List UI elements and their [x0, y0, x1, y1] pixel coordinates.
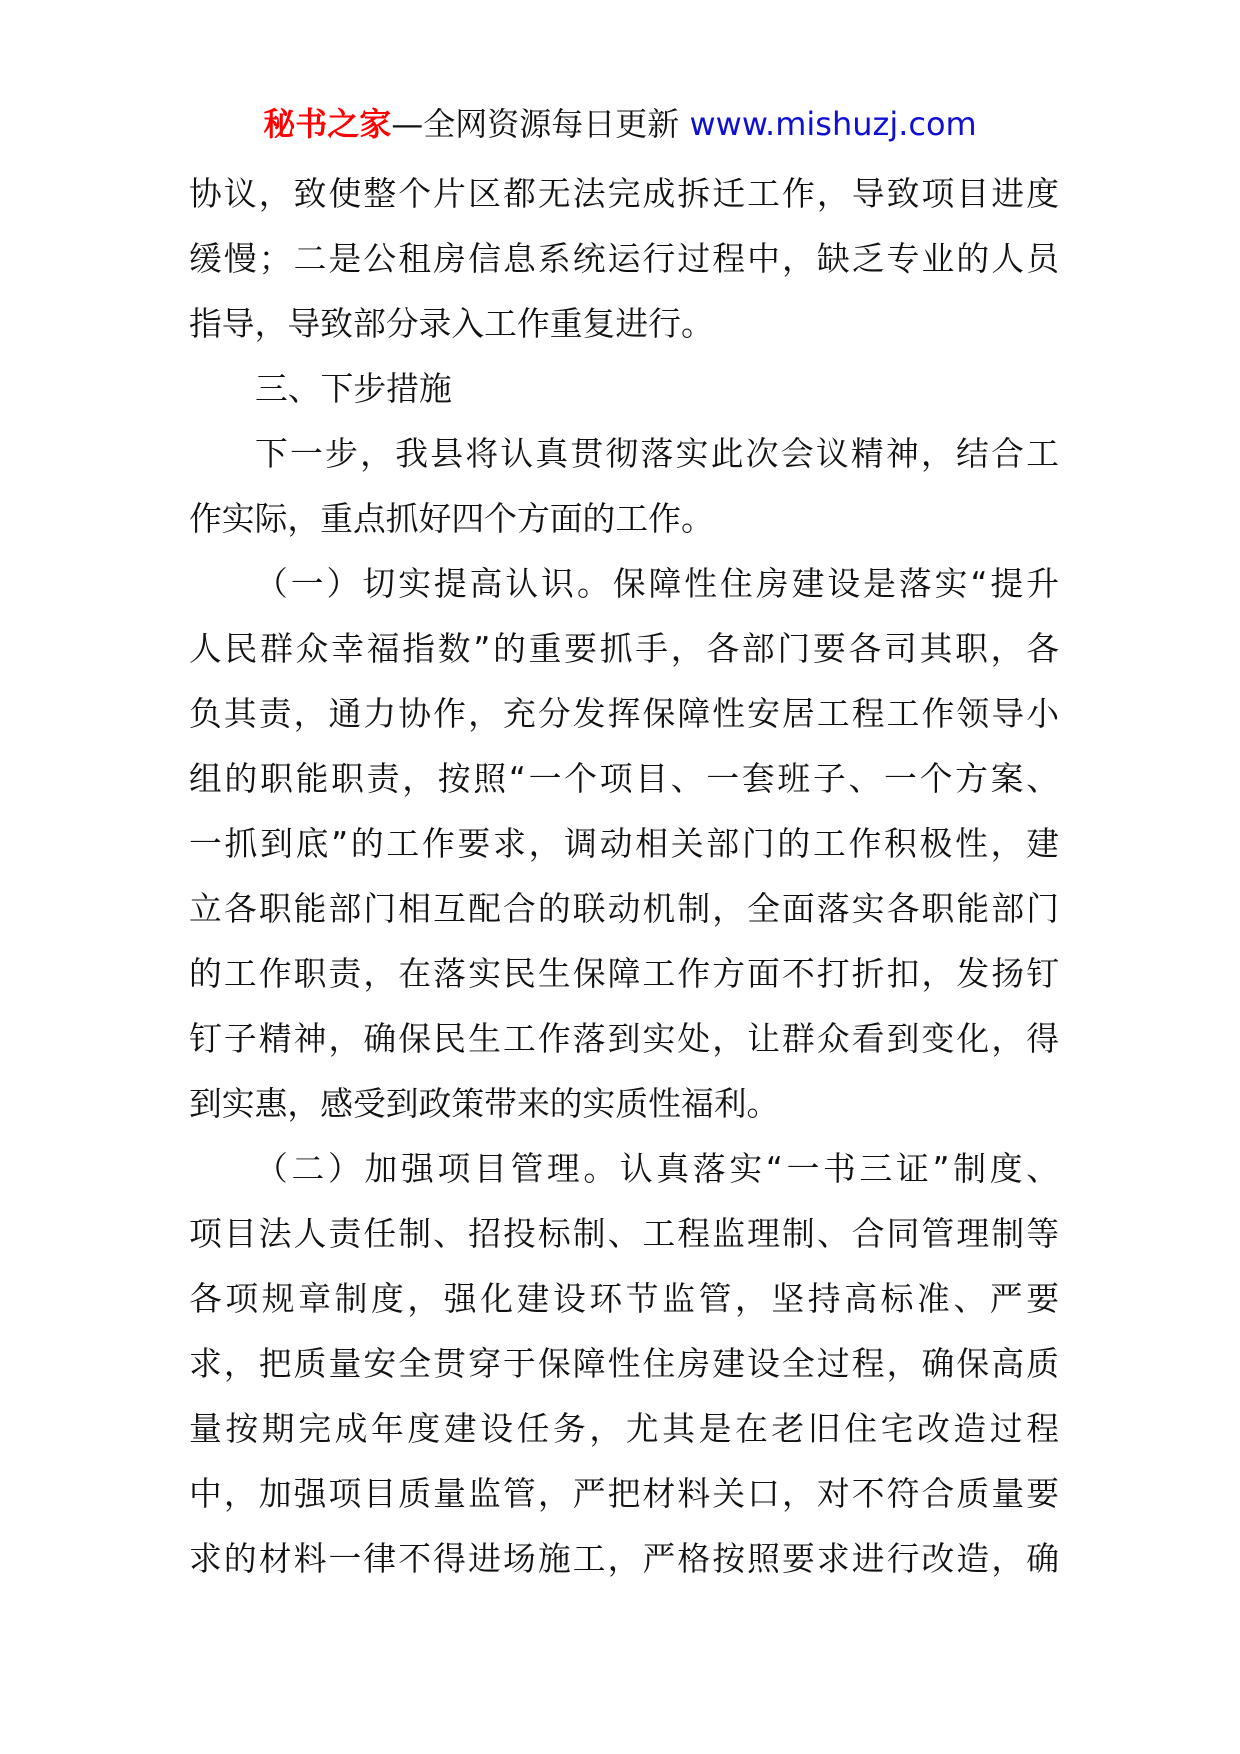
text-line: 下一步，我县将认真贯彻落实此次会议精神，结合工 — [255, 435, 1059, 473]
text-line: 组的职能职责，按照“一个项目、一套班子、一个方案、 — [189, 760, 1059, 798]
text-line: 中，加强项目质量监管，严把材料关口，对不符合质量要 — [189, 1475, 1059, 1513]
text-line: 量按期完成年度建设任务，尤其是在老旧住宅改造过程 — [189, 1410, 1059, 1448]
text-line: 求，把质量安全贯穿于保障性住房建设全过程，确保高质 — [189, 1345, 1059, 1383]
section-heading: 三、下步措施 — [255, 370, 452, 408]
text-line: （二）加强项目管理。认真落实“一书三证”制度、 — [255, 1150, 1059, 1188]
document-body — [189, 162, 1059, 1592]
site-url[interactable]: www.mishuzj.com — [689, 105, 977, 143]
text-line: 人民群众幸福指数”的重要抓手，各部门要各司其职，各 — [189, 630, 1059, 668]
text-line: 立各职能部门相互配合的联动机制，全面落实各职能部门 — [189, 890, 1059, 928]
text-line: 负其责，通力协作，充分发挥保障性安居工程工作领导小 — [189, 695, 1059, 733]
text-line: 一抓到底”的工作要求，调动相关部门的工作积极性，建 — [189, 825, 1059, 863]
site-header — [0, 100, 1240, 148]
text-line: 到实惠，感受到政策带来的实质性福利。 — [189, 1085, 780, 1123]
text-line: 各项规章制度，强化建设环节监管，坚持高标准、严要 — [189, 1280, 1059, 1318]
text-line: 项目法人责任制、招投标制、工程监理制、合同管理制等 — [189, 1215, 1059, 1253]
text-line: 求的材料一律不得进场施工，严格按照要求进行改造，确 — [189, 1540, 1059, 1578]
text-line: 指导，导致部分录入工作重复进行。 — [189, 305, 714, 343]
text-line: （一）切实提高认识。保障性住房建设是落实“提升 — [255, 565, 1059, 603]
text-line: 缓慢；二是公租房信息系统运行过程中，缺乏专业的人员 — [189, 240, 1059, 278]
text-line: 钉子精神，确保民生工作落到实处，让群众看到变化，得 — [189, 1020, 1059, 1058]
brand-name: 秘书之家 — [263, 105, 392, 143]
text-line: 的工作职责，在落实民生保障工作方面不打折扣，发扬钉 — [189, 955, 1059, 993]
header-tagline: —全网资源每日更新 — [391, 105, 680, 143]
text-line: 协议，致使整个片区都无法完成拆迁工作，导致项目进度 — [189, 175, 1059, 213]
text-line: 作实际，重点抓好四个方面的工作。 — [189, 500, 714, 538]
